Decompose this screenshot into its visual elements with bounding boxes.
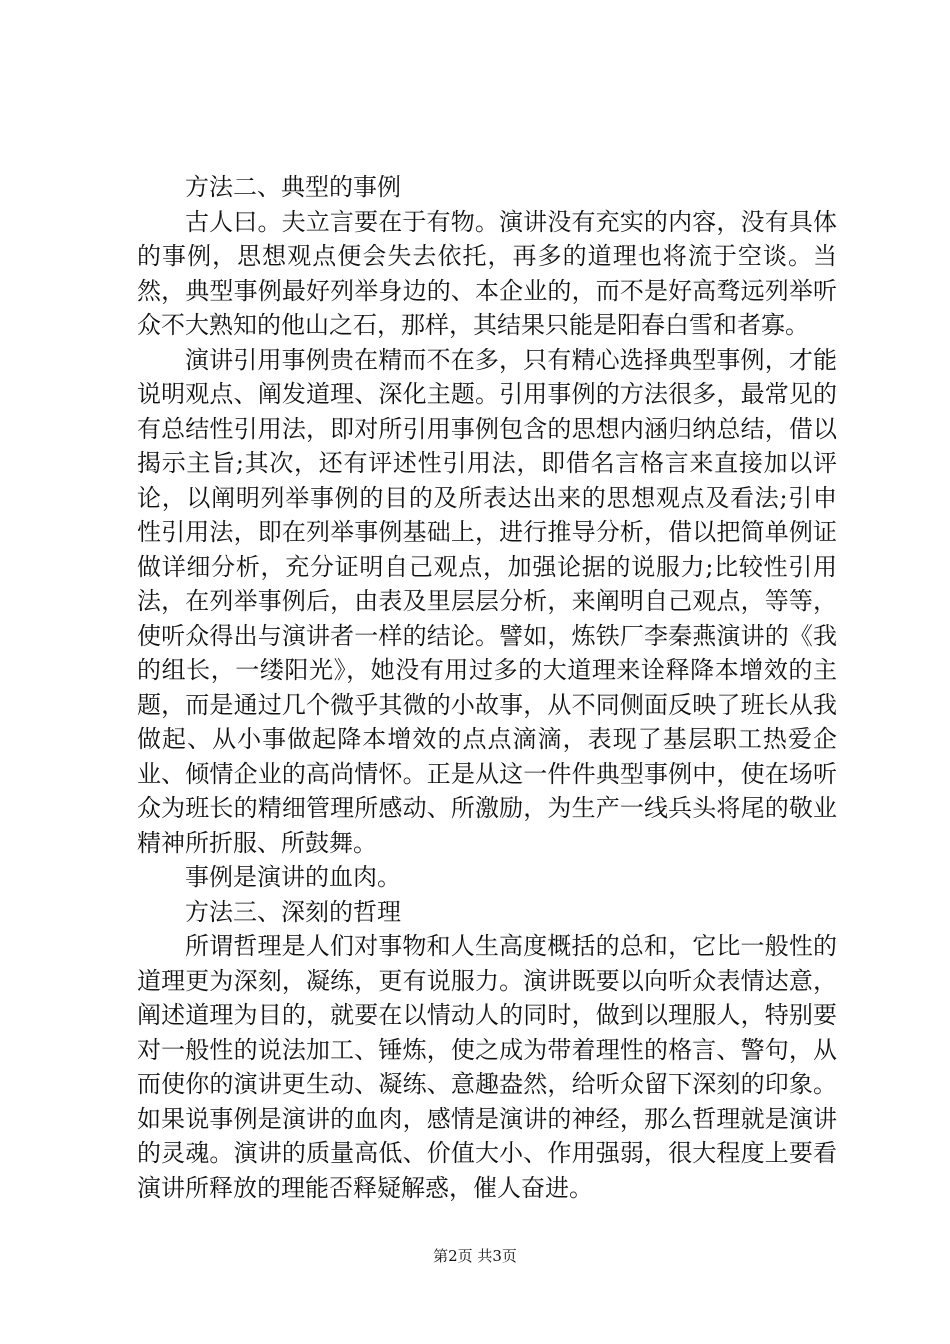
page-number: 第2页 共3页 [433,1247,517,1265]
body-paragraph: 古人曰。夫立言要在于有物。演讲没有充实的内容，没有具体的事例，思想观点便会失去依托，再多的道理也将流于空谈。当然，典型事例最好列举身边的、本企业的，而不是好高骛远列举听众不大熟知的他山之石，那样，其结果只能是阳春白雪和者寡。 [137,207,837,339]
body-paragraph: 演讲引用事例贵在精而不在多，只有精心选择典型事例，才能说明观点、阐发道理、深化主题。引用事例的方法很多，最常见的有总结性引用法，即对所引用事例包含的思想内涵归纳总结，借以揭示主旨;其次，还有评述性引用法，即借名言格言来直接加以评论，以阐明列举事例的目的及所表达出来的思想观点及看法;引申性引用法，即在列举事例基础上，进行推导分析，借以把简单例证做详细分析，充分证明自己观点，加强论据的说服力;比较性引用法，在列举事例后，由表及里层层分析，来阐明自己观点，等等，使听众得出与演讲者一样的结论。譬如，炼铁厂李秦燕演讲的《我的组长，一缕阳光》，她没有用过多的大道理来诠释降本增效的主题，而是通过几个微乎其微的小故事，从不同侧面反映了班长从我做起、从小事做起降本增效的点点滴滴，表现了基层职工热爱企业、倾情企业的高尚情怀。正是从这一件件典型事例中，使在场听众为班长的精细管理所感动、所激励，为生产一线兵头将尾的敬业精神所折服、所鼓舞。 [137,345,837,857]
body-paragraph: 所谓哲理是人们对事物和人生高度概括的总和，它比一般性的道理更为深刻，凝练，更有说服力。演讲既要以向听众表情达意，阐述道理为目的，就要在以情动人的同时，做到以理服人，特别要对一般性的说法加工、锤炼，使之成为带着理性的格言、警句，从而使你的演讲更生动、凝练、意趣盎然，给听众留下深刻的印象。如果说事例是演讲的血肉，感情是演讲的神经，那么哲理就是演讲的灵魂。演讲的质量高低、价值大小、作用强弱，很大程度上要看演讲所释放的理能否释疑解惑，催人奋进。 [137,932,837,1202]
document-body [137,170,837,1205]
section-heading: 方法三、深刻的哲理 [185,897,401,926]
section-heading: 方法二、典型的事例 [185,173,401,201]
body-paragraph: 事例是演讲的血肉。 [185,863,401,891]
